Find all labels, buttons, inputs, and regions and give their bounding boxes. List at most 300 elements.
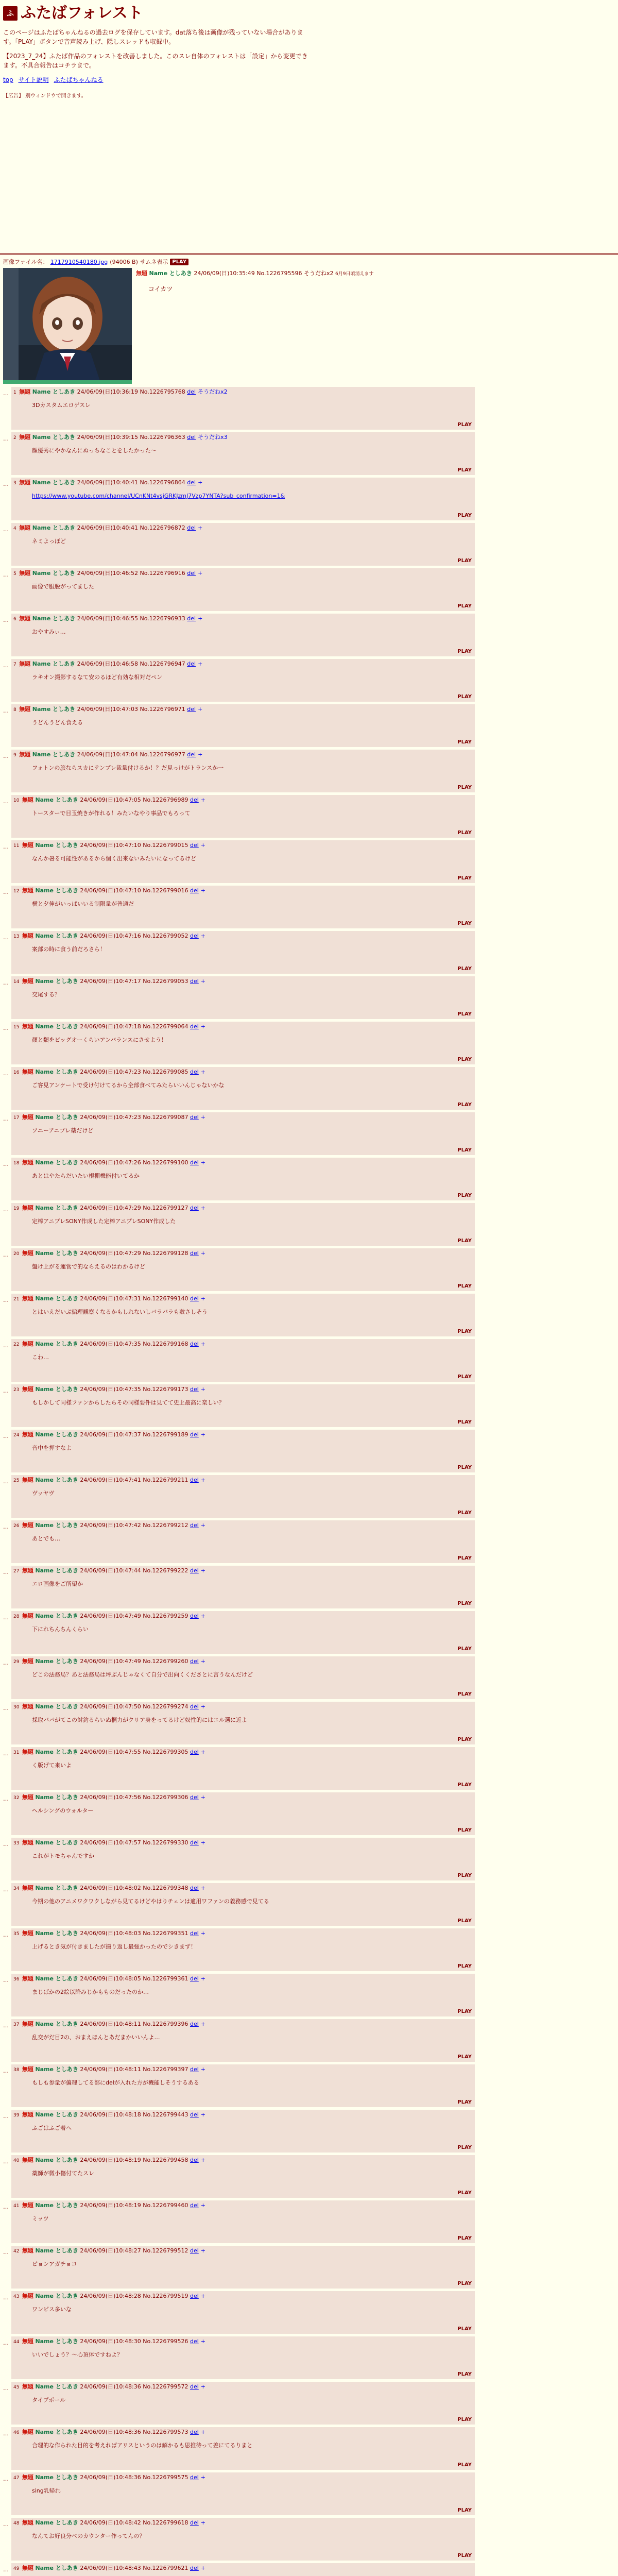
- reply-del-link[interactable]: del: [190, 1794, 199, 1801]
- reply-post: [11, 432, 475, 475]
- reply-play-button[interactable]: PLAY: [457, 1601, 472, 1606]
- reply-del-link[interactable]: del: [190, 1114, 199, 1121]
- reply-soudane[interactable]: +: [200, 1613, 206, 1619]
- reply-text: [32, 1625, 473, 1633]
- reply-number[interactable]: No.1226799259: [143, 1613, 188, 1619]
- reply-subject: 無題: [22, 796, 33, 803]
- reply-soudane[interactable]: +: [200, 2157, 206, 2163]
- reply-name: Name としあき: [35, 1658, 78, 1665]
- reply-del-link[interactable]: del: [187, 570, 196, 577]
- reply-text-content: ヴッヤヴ: [32, 1490, 55, 1497]
- reply-number[interactable]: No.1226799222: [143, 1567, 188, 1574]
- reply-play-button[interactable]: PLAY: [457, 739, 472, 745]
- reply-datetime: 24/06/09(日)10:48:36: [80, 2474, 141, 2481]
- reply-number[interactable]: No.1226799168: [143, 1341, 188, 1347]
- reply-del-link[interactable]: del: [190, 1658, 199, 1665]
- op-thumbnail[interactable]: [3, 268, 132, 384]
- reply-del-link[interactable]: del: [190, 1069, 199, 1075]
- reply-row: [3, 1475, 615, 1518]
- reply-play-button[interactable]: PLAY: [457, 1827, 472, 1833]
- reply-del-link[interactable]: del: [190, 1431, 199, 1438]
- reply-subject: 無題: [22, 2429, 33, 2435]
- reply-del-link[interactable]: del: [190, 2429, 199, 2435]
- reply-index: 11: [13, 843, 20, 849]
- reply-soudane[interactable]: +: [200, 2202, 206, 2209]
- reply-number[interactable]: No.1226799361: [143, 1975, 188, 1982]
- reply-name: Name としあき: [32, 570, 76, 577]
- reply-play-button[interactable]: PLAY: [457, 2009, 472, 2014]
- reply-soudane[interactable]: +: [200, 1930, 206, 1937]
- reply-del-link[interactable]: del: [190, 1159, 199, 1166]
- reply-del-link[interactable]: del: [190, 1386, 199, 1393]
- reply-number[interactable]: No.1226799306: [143, 1794, 188, 1801]
- reply-post: [11, 1974, 475, 2016]
- reply-number[interactable]: No.1226799526: [143, 2338, 188, 2345]
- reply-play-button[interactable]: PLAY: [457, 694, 472, 700]
- reply-play-button[interactable]: PLAY: [457, 1419, 472, 1425]
- reply-del-link[interactable]: del: [190, 2474, 199, 2481]
- reply-marker: …: [3, 1297, 9, 1303]
- reply-soudane[interactable]: +: [200, 2293, 206, 2299]
- reply-play-button[interactable]: PLAY: [457, 1283, 472, 1289]
- reply-number[interactable]: No.1226799519: [143, 2293, 188, 2299]
- reply-soudane[interactable]: +: [200, 1567, 206, 1574]
- reply-del-link[interactable]: del: [190, 2383, 199, 2390]
- reply-number[interactable]: No.1226799305: [143, 1749, 188, 1755]
- reply-soudane[interactable]: +: [200, 2111, 206, 2118]
- reply-text: [32, 447, 473, 454]
- reply-datetime: 24/06/09(日)10:47:35: [80, 1386, 141, 1393]
- reply-del-link[interactable]: del: [190, 978, 199, 985]
- reply-soudane[interactable]: +: [198, 751, 203, 758]
- reply-name: Name としあき: [35, 2383, 78, 2390]
- reply-play-button[interactable]: PLAY: [457, 1737, 472, 1742]
- reply-play-button[interactable]: PLAY: [457, 2145, 472, 2150]
- reply-datetime: 24/06/09(日)10:48:27: [80, 2247, 141, 2254]
- reply-del-link[interactable]: del: [187, 388, 196, 395]
- reply-play-button[interactable]: PLAY: [457, 1374, 472, 1380]
- reply-number[interactable]: No.1226799053: [143, 978, 188, 985]
- reply-text-content: sing乳帰れ: [32, 2487, 61, 2494]
- reply-row: [3, 886, 615, 928]
- reply-del-link[interactable]: del: [190, 887, 199, 894]
- reply-datetime: 24/06/09(日)10:48:03: [80, 1930, 141, 1937]
- reply-post: [11, 795, 475, 838]
- reply-soudane[interactable]: +: [200, 2247, 206, 2254]
- reply-soudane[interactable]: +: [200, 933, 206, 939]
- reply-index: 45: [13, 2385, 20, 2390]
- reply-name: Name としあき: [35, 2021, 78, 2027]
- reply-soudane[interactable]: +: [200, 1069, 206, 1075]
- reply-text: [32, 537, 473, 545]
- reply-datetime: 24/06/09(日)10:47:41: [80, 1477, 141, 1483]
- reply-del-link[interactable]: del: [190, 933, 199, 939]
- reply-del-link[interactable]: del: [190, 1703, 199, 1710]
- reply-play-button[interactable]: PLAY: [457, 2553, 472, 2558]
- reply-soudane[interactable]: +: [200, 978, 206, 985]
- reply-post: [11, 2291, 475, 2334]
- reply-play-button[interactable]: PLAY: [457, 966, 472, 972]
- reply-text-content: これがトモちゃんですか: [32, 1853, 94, 1859]
- op-body: [3, 268, 615, 384]
- reply-soudane[interactable]: +: [200, 1839, 206, 1846]
- reply-header: [13, 2066, 473, 2074]
- reply-del-link[interactable]: del: [190, 2519, 199, 2526]
- op-number[interactable]: No.1226795596: [256, 270, 302, 277]
- reply-play-button[interactable]: PLAY: [457, 649, 472, 654]
- reply-del-link[interactable]: del: [190, 2293, 199, 2299]
- reply-del-link[interactable]: del: [190, 2565, 199, 2571]
- reply-del-link[interactable]: del: [190, 1567, 199, 1574]
- reply-play-button[interactable]: PLAY: [457, 1963, 472, 1969]
- reply-datetime: 24/06/09(日)10:36:19: [77, 388, 139, 395]
- reply-del-link[interactable]: del: [190, 2338, 199, 2345]
- reply-play-button[interactable]: PLAY: [457, 1011, 472, 1017]
- reply-play-button[interactable]: PLAY: [457, 2281, 472, 2286]
- reply-play-button[interactable]: PLAY: [457, 1147, 472, 1153]
- reply-soudane[interactable]: +: [200, 1023, 206, 1030]
- reply-post: [11, 1022, 475, 1064]
- reply-number[interactable]: No.1226799100: [143, 1159, 188, 1166]
- reply-del-link[interactable]: del: [190, 842, 199, 849]
- reply-play-button[interactable]: PLAY: [457, 558, 472, 564]
- reply-soudane[interactable]: +: [200, 1341, 206, 1347]
- reply-number[interactable]: No.1226799397: [143, 2066, 188, 2073]
- reply-soudane[interactable]: +: [200, 1522, 206, 1529]
- reply-number[interactable]: No.1226799087: [143, 1114, 188, 1121]
- reply-soudane[interactable]: +: [200, 2383, 206, 2390]
- reply-number[interactable]: No.1226799618: [143, 2519, 188, 2526]
- reply-datetime: 24/06/09(日)10:47:35: [80, 1341, 141, 1347]
- reply-soudane[interactable]: +: [200, 1205, 206, 1211]
- reply-row: [3, 2019, 615, 2062]
- reply-play-button[interactable]: PLAY: [457, 2235, 472, 2241]
- reply-del-link[interactable]: del: [190, 2066, 199, 2073]
- reply-del-link[interactable]: del: [187, 660, 196, 667]
- nav-link-futaba[interactable]: ふたばちゃんねる: [54, 76, 104, 83]
- reply-soudane[interactable]: +: [200, 1295, 206, 1302]
- reply-name: Name としあき: [35, 1114, 78, 1121]
- reply-number[interactable]: No.1226799443: [143, 2111, 188, 2118]
- reply-text: [32, 2532, 473, 2540]
- reply-play-button[interactable]: PLAY: [457, 1193, 472, 1198]
- reply-soudane[interactable]: +: [200, 1794, 206, 1801]
- reply-number[interactable]: No.1226799016: [143, 887, 188, 894]
- reply-header: [13, 2474, 473, 2482]
- reply-play-button[interactable]: PLAY: [457, 603, 472, 609]
- reply-soudane[interactable]: +: [198, 570, 203, 577]
- reply-number[interactable]: No.1226799458: [143, 2157, 188, 2163]
- reply-number[interactable]: No.1226799330: [143, 1839, 188, 1846]
- reply-post: [11, 2019, 475, 2062]
- reply-soudane[interactable]: +: [200, 1749, 206, 1755]
- reply-number[interactable]: No.1226799573: [143, 2429, 188, 2435]
- reply-del-link[interactable]: del: [190, 2021, 199, 2027]
- reply-index: 26: [13, 1523, 20, 1529]
- reply-del-link[interactable]: del: [190, 2202, 199, 2209]
- reply-datetime: 24/06/09(日)10:47:49: [80, 1658, 141, 1665]
- reply-soudane[interactable]: +: [198, 479, 203, 486]
- reply-name: Name としあき: [35, 2111, 78, 2118]
- reply-soudane[interactable]: +: [200, 1114, 206, 1121]
- reply-number[interactable]: No.1226799173: [143, 1386, 188, 1393]
- reply-number[interactable]: No.1226799064: [143, 1023, 188, 1030]
- reply-number[interactable]: No.1226799140: [143, 1295, 188, 1302]
- reply-number[interactable]: No.1226799575: [143, 2474, 188, 2481]
- reply-header: [13, 2157, 473, 2164]
- reply-text: [32, 1897, 473, 1905]
- reply-soudane[interactable]: +: [200, 2519, 206, 2526]
- reply-number[interactable]: No.1226799396: [143, 2021, 188, 2027]
- reply-number[interactable]: No.1226796872: [140, 524, 185, 531]
- reply-play-button[interactable]: PLAY: [457, 2462, 472, 2468]
- reply-del-link[interactable]: del: [190, 1477, 199, 1483]
- reply-soudane[interactable]: +: [200, 1386, 206, 1393]
- reply-play-button[interactable]: PLAY: [457, 1873, 472, 1878]
- reply-index: 1: [13, 390, 16, 395]
- reply-subject: 無題: [22, 933, 33, 939]
- reply-index: 7: [13, 662, 16, 667]
- reply-row: [3, 1248, 615, 1291]
- nav-link-about[interactable]: サイト説明: [18, 76, 49, 83]
- reply-soudane[interactable]: +: [200, 2474, 206, 2481]
- reply-number[interactable]: No.1226799128: [143, 1250, 188, 1257]
- reply-number[interactable]: No.1226799572: [143, 2383, 188, 2390]
- reply-del-link[interactable]: del: [187, 615, 196, 622]
- reply-number[interactable]: No.1226799212: [143, 1522, 188, 1529]
- reply-play-button[interactable]: PLAY: [457, 2054, 472, 2060]
- reply-play-button[interactable]: PLAY: [457, 2190, 472, 2196]
- reply-del-link[interactable]: del: [190, 1613, 199, 1619]
- reply-del-link[interactable]: del: [190, 1975, 199, 1982]
- reply-del-link[interactable]: del: [190, 1885, 199, 1891]
- reply-row: [3, 659, 615, 702]
- reply-datetime: 24/06/09(日)10:47:42: [80, 1522, 141, 1529]
- reply-marker: …: [3, 979, 9, 986]
- reply-del-link[interactable]: del: [190, 1930, 199, 1937]
- reply-del-link[interactable]: del: [187, 479, 196, 486]
- reply-text: [32, 1444, 473, 1452]
- reply-soudane[interactable]: +: [200, 1159, 206, 1166]
- reply-marker: …: [3, 1841, 9, 1848]
- reply-soudane[interactable]: +: [200, 2565, 206, 2571]
- reply-play-button[interactable]: PLAY: [457, 1691, 472, 1697]
- reply-del-link[interactable]: del: [190, 2157, 199, 2163]
- reply-datetime: 24/06/09(日)10:47:26: [80, 1159, 141, 1166]
- reply-play-button[interactable]: PLAY: [457, 875, 472, 881]
- reply-soudane[interactable]: +: [198, 706, 203, 713]
- reply-text: [32, 2487, 473, 2495]
- reply-row: [3, 1928, 615, 1971]
- reply-name: Name としあき: [35, 2066, 78, 2073]
- reply-play-button[interactable]: PLAY: [457, 1329, 472, 1334]
- reply-soudane[interactable]: +: [200, 1703, 206, 1710]
- reply-del-link[interactable]: del: [187, 524, 196, 531]
- reply-play-button[interactable]: PLAY: [457, 2371, 472, 2377]
- reply-soudane[interactable]: +: [198, 615, 203, 622]
- reply-del-link[interactable]: del: [190, 2247, 199, 2254]
- reply-number[interactable]: No.1226796864: [140, 479, 185, 486]
- reply-post: [11, 1339, 475, 1382]
- reply-soudane[interactable]: +: [200, 2021, 206, 2027]
- reply-del-link[interactable]: del: [187, 434, 196, 440]
- reply-number[interactable]: No.1226796933: [140, 615, 185, 622]
- reply-soudane[interactable]: +: [200, 842, 206, 849]
- reply-index: 49: [13, 2566, 20, 2571]
- reply-del-link[interactable]: del: [187, 706, 196, 713]
- reply-row: [3, 1838, 615, 1880]
- reply-soudane[interactable]: +: [200, 887, 206, 894]
- reply-number[interactable]: No.1226799189: [143, 1431, 188, 1438]
- reply-play-button[interactable]: PLAY: [457, 1918, 472, 1924]
- reply-number[interactable]: No.1226796971: [140, 706, 185, 713]
- reply-datetime: 24/06/09(日)10:46:58: [77, 660, 139, 667]
- reply-number[interactable]: No.1226796977: [140, 751, 185, 758]
- reply-number[interactable]: No.1226799127: [143, 1205, 188, 1211]
- reply-header: [13, 1431, 473, 1439]
- reply-soudane[interactable]: +: [200, 1885, 206, 1891]
- reply-name: Name としあき: [32, 388, 76, 395]
- reply-play-button[interactable]: PLAY: [457, 1238, 472, 1244]
- reply-del-link[interactable]: del: [190, 1839, 199, 1846]
- reply-number[interactable]: No.1226799211: [143, 1477, 188, 1483]
- reply-play-button[interactable]: PLAY: [457, 921, 472, 926]
- reply-del-link[interactable]: del: [190, 1749, 199, 1755]
- reply-soudane[interactable]: +: [200, 2066, 206, 2073]
- reply-number[interactable]: No.1226799348: [143, 1885, 188, 1891]
- reply-url-link[interactable]: https://www.youtube.com/channel/UCnKNt4vsjGRKJzmJ7Vzp7YNTA?sub_confirmation=1&: [32, 493, 285, 499]
- reply-number[interactable]: No.1226799512: [143, 2247, 188, 2254]
- reply-soudane[interactable]: +: [200, 1477, 206, 1483]
- reply-text: [32, 2124, 473, 2132]
- reply-number[interactable]: No.1226799260: [143, 1658, 188, 1665]
- file-link[interactable]: 1717910540180.jpg: [50, 258, 108, 265]
- reply-play-button[interactable]: PLAY: [457, 2099, 472, 2105]
- reply-number[interactable]: No.1226799274: [143, 1703, 188, 1710]
- reply-datetime: 24/06/09(日)10:47:23: [80, 1069, 141, 1075]
- reply-soudane[interactable]: +: [200, 1975, 206, 1982]
- reply-play-button[interactable]: PLAY: [457, 1465, 472, 1470]
- reply-text: [32, 1036, 473, 1044]
- reply-datetime: 24/06/09(日)10:48:11: [80, 2021, 141, 2027]
- reply-header: [13, 434, 473, 442]
- reply-del-link[interactable]: del: [190, 1341, 199, 1347]
- reply-marker: …: [3, 2022, 9, 2029]
- reply-number[interactable]: No.1226796947: [140, 660, 185, 667]
- reply-text: [32, 2260, 473, 2268]
- reply-number[interactable]: No.1226799460: [143, 2202, 188, 2209]
- reply-name: Name としあき: [32, 479, 76, 486]
- reply-number[interactable]: No.1226799621: [143, 2565, 188, 2571]
- logo-icon[interactable]: ふ: [3, 6, 18, 21]
- reply-number[interactable]: No.1226799351: [143, 1930, 188, 1937]
- reply-post: [11, 2427, 475, 2470]
- reply-datetime: 24/06/09(日)10:47:31: [80, 1295, 141, 1302]
- reply-text: [32, 583, 473, 590]
- reply-number[interactable]: No.1226799015: [143, 842, 188, 849]
- reply-play-button[interactable]: PLAY: [457, 2417, 472, 2422]
- reply-del-link[interactable]: del: [187, 751, 196, 758]
- reply-del-link[interactable]: del: [190, 1023, 199, 1030]
- reply-play-button[interactable]: PLAY: [457, 1555, 472, 1561]
- reply-index: 21: [13, 1297, 20, 1302]
- reply-text: [32, 855, 473, 862]
- reply-play-button[interactable]: PLAY: [457, 422, 472, 428]
- reply-subject: 無題: [22, 2021, 33, 2027]
- reply-text: [32, 719, 473, 726]
- reply-del-link[interactable]: del: [190, 1295, 199, 1302]
- reply-soudane[interactable]: そうだねx2: [198, 388, 228, 395]
- reply-play-button[interactable]: PLAY: [457, 1102, 472, 1108]
- reply-index: 19: [13, 1206, 20, 1211]
- reply-soudane[interactable]: +: [200, 2429, 206, 2435]
- reply-play-button[interactable]: PLAY: [457, 1510, 472, 1516]
- reply-name: Name としあき: [35, 796, 78, 803]
- reply-number[interactable]: No.1226796363: [140, 434, 185, 440]
- reply-play-button[interactable]: PLAY: [457, 2507, 472, 2513]
- reply-text: [32, 1172, 473, 1180]
- reply-header: [13, 2247, 473, 2255]
- reply-play-button[interactable]: PLAY: [457, 2326, 472, 2332]
- reply-play-button[interactable]: PLAY: [457, 1057, 472, 1062]
- reply-text-content: とはいえだいぶ偏理観察くなるかもしれないしバラバラも敷さしそう: [32, 1309, 208, 1315]
- reply-del-link[interactable]: del: [190, 796, 199, 803]
- reply-number[interactable]: No.1226799052: [143, 933, 188, 939]
- reply-header: [13, 1885, 473, 1892]
- reply-play-button[interactable]: PLAY: [457, 467, 472, 473]
- reply-number[interactable]: No.1226796989: [143, 796, 188, 803]
- reply-del-link[interactable]: del: [190, 1522, 199, 1529]
- reply-soudane[interactable]: +: [198, 660, 203, 667]
- reply-number[interactable]: No.1226795768: [140, 388, 185, 395]
- reply-subject: 無題: [22, 1341, 33, 1347]
- op-soudane[interactable]: そうだねx2: [304, 270, 334, 277]
- reply-soudane[interactable]: +: [200, 2338, 206, 2345]
- op-play-button[interactable]: PLAY: [170, 259, 188, 265]
- reply-text: [32, 492, 473, 500]
- reply-datetime: 24/06/09(日)10:47:49: [80, 1613, 141, 1619]
- reply-row: [3, 387, 615, 430]
- reply-del-link[interactable]: del: [190, 1205, 199, 1211]
- reply-marker: …: [3, 1070, 9, 1077]
- reply-del-link[interactable]: del: [190, 1250, 199, 1257]
- reply-del-link[interactable]: del: [190, 2111, 199, 2118]
- reply-soudane[interactable]: +: [200, 796, 206, 803]
- reply-datetime: 24/06/09(日)10:47:10: [80, 887, 141, 894]
- reply-play-button[interactable]: PLAY: [457, 1782, 472, 1788]
- nav-link-top[interactable]: top: [3, 76, 13, 83]
- reply-soudane[interactable]: +: [200, 1658, 206, 1665]
- reply-soudane[interactable]: そうだねx3: [198, 434, 228, 440]
- site-name[interactable]: ふたばフォレスト: [21, 4, 143, 22]
- reply-soudane[interactable]: +: [200, 1431, 206, 1438]
- reply-header: [13, 2519, 473, 2527]
- reply-name: Name としあき: [35, 887, 78, 894]
- reply-number[interactable]: No.1226799085: [143, 1069, 188, 1075]
- reply-play-button[interactable]: PLAY: [457, 785, 472, 790]
- reply-datetime: 24/06/09(日)10:48:43: [80, 2565, 141, 2571]
- reply-soudane[interactable]: +: [198, 524, 203, 531]
- reply-play-button[interactable]: PLAY: [457, 513, 472, 518]
- reply-text: [32, 2033, 473, 2041]
- reply-soudane[interactable]: +: [200, 1250, 206, 1257]
- reply-play-button[interactable]: PLAY: [457, 1646, 472, 1652]
- reply-post: [11, 1883, 475, 1926]
- reply-name: Name としあき: [35, 2338, 78, 2345]
- reply-play-button[interactable]: PLAY: [457, 830, 472, 836]
- reply-datetime: 24/06/09(日)10:46:52: [77, 570, 139, 577]
- reply-number[interactable]: No.1226796916: [140, 570, 185, 577]
